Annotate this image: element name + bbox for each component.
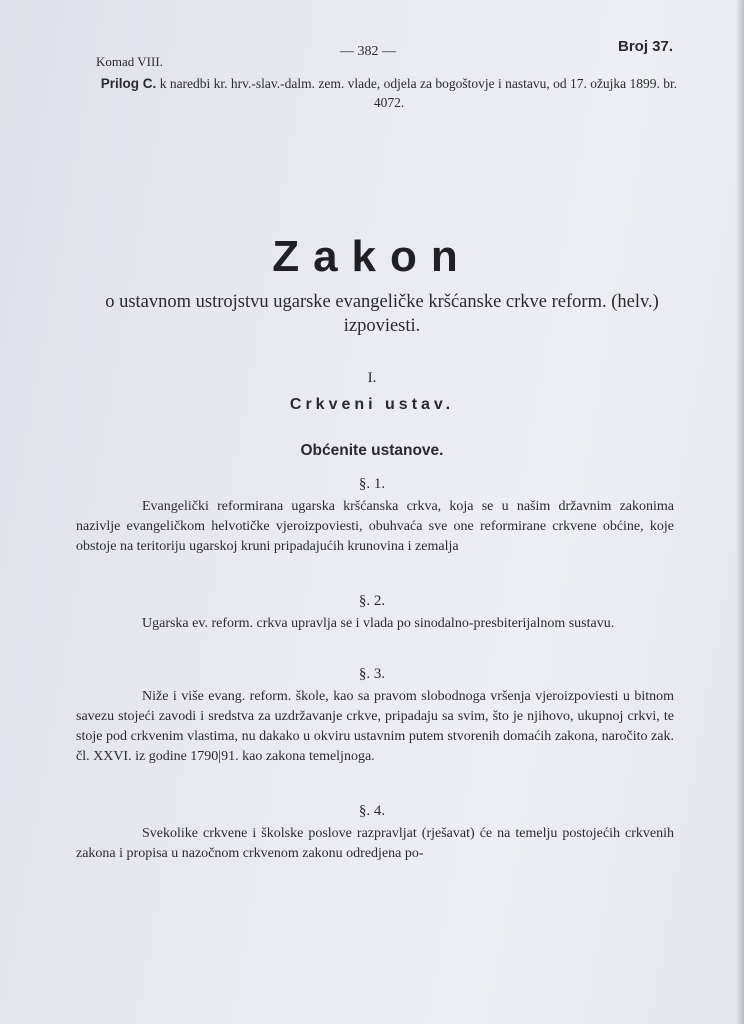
chapter-title: Crkveni ustav. [289,396,455,413]
paragraph-text-1: Evangelički reformirana ugarska kršćanska crkva, koja se u našim državnim zakonima nazivlje evangeličkom helvotičke vjeroizpoviesti, obuhvaća sve one reformirane crkvene obćine, koje obstoje na teritoriju ugarskoj kruni pripadajućih krunovina i zemalja [76,499,674,554]
paragraph-text-4: Svekolike crkvene i školske poslove razpravljat (rješavat) će na temelju postojećih crkvenih zakona i propisa u nazočnom crkvenom zakonu odredjena po- [76,826,674,861]
part-number: I. [367,370,377,386]
appendix-label: Prilog C. [100,76,157,91]
appendix-note [94,74,684,112]
number-label: Broj 37. [618,38,674,55]
paragraph-text-2: Ugarska ev. reform. crkva upravlja se i vlada po sinodalno-presbiterijalnom sustavu. [142,616,615,631]
document-subtitle: o ustavnom ustrojstvu ugarske evangeličke kršćanske crkve reform. (helv.) izpoviesti. [105,292,659,336]
paragraph-text-3: Niže i više evang. reform. škole, kao sa pravom slobodnoga vršenja vjeroizpoviesti u bitnom savezu stojeći zavodi i sredstva za uzdržavanje crkve, pripadaju sa svim, što je njihovo, ukupnoj crkvi, te stoje pod crkvenim vlastima, nu dakako u okviru ustavnim putem stvorenih domaćih zakona, naročito zak. čl. XXVI. iz godine 1790|91. kao zakona temeljnoga. [76,689,674,764]
appendix-text: k naredbi kr. hrv.-slav.-dalm. zem. vlade, odjela za bogoštovje i nastavu, od 17. ožujka 1899. br. 4072. [159,76,678,110]
paragraph-number-1: §. 1. [358,476,386,492]
paragraph-number-4: §. 4. [358,803,386,819]
paragraph-number-3: §. 3. [358,666,386,682]
paragraph-number-2: §. 2. [358,593,386,609]
section-title: Obćenite ustanove. [300,442,444,459]
document-title: Zakon [272,232,472,281]
issue-label: Komad VIII. [96,54,163,69]
page-number: — 382 — [340,44,396,59]
page-edge-shadow [736,0,744,1024]
